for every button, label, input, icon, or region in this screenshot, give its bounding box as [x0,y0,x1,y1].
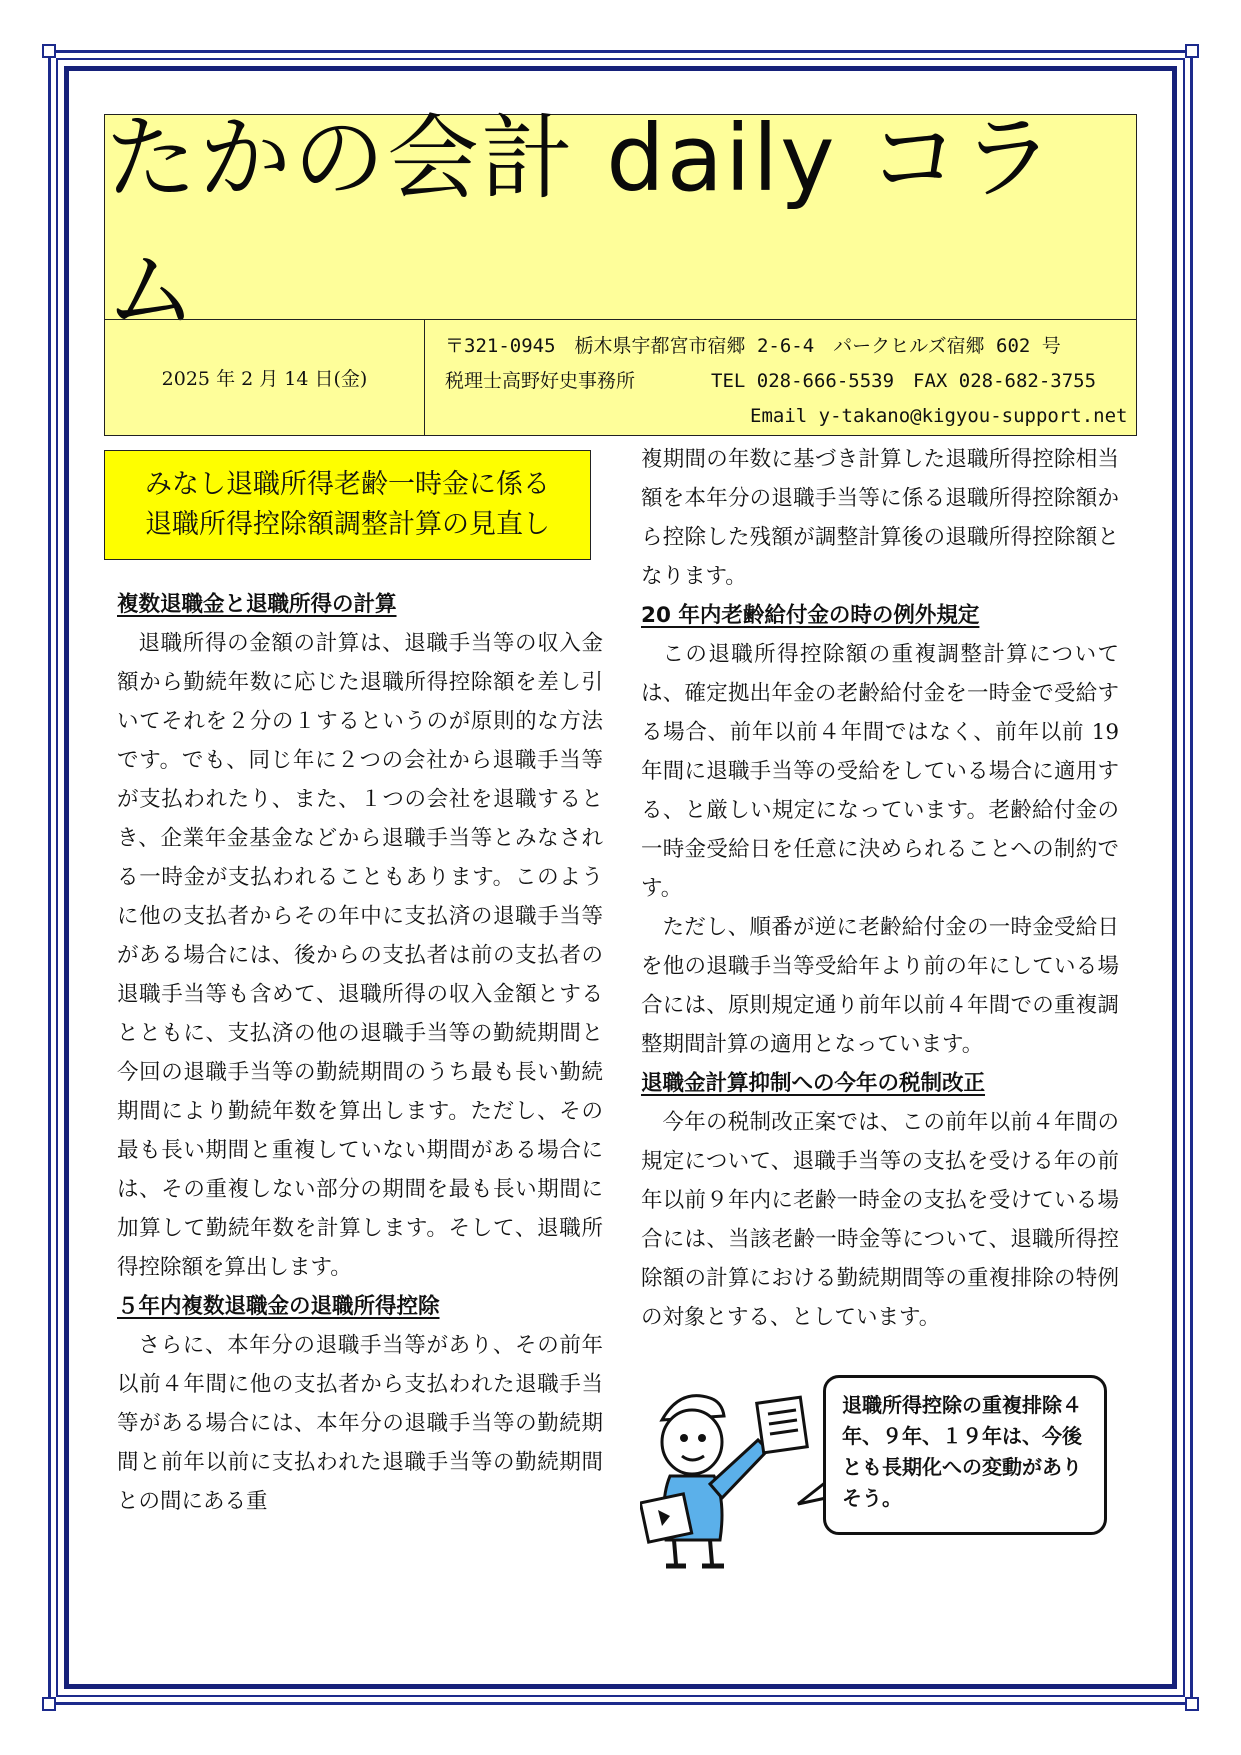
office-email[interactable]: Email y-takano@kigyou-support.net [750,405,1128,427]
border-corner-top-left [42,44,56,58]
body-paragraph: ただし、順番が逆に老齢給付金の一時金受給日を他の退職手当等受給年より前の年にしている場合には、原則規定通り前年以前４年間での重複調整期間計算の適用となっています。 [641,915,1119,1057]
speech-bubble: 退職所得控除の重複排除４年、９年、１９年は、今後とも長期化への変動がありそう。 [823,1375,1107,1535]
body-paragraph: 退職所得の金額の計算は、退職手当等の収入金額から勤続年数に応じた退職所得控除額を差し引いてそれを２分の１するというのが原則的な方法です。でも、同じ年に２つの会社から退職手当等が支払われたり、また、１つの会社を退職するとき、企業年金基金などから退職手当等とみなされる一時金が支払われることもあります。このように他の支払者からその年中に支払済の退職手当等がある場合には、後からの支払者は前の支払者の退職手当等も含めて、退職所得の収入金額とするとともに、支払済の他の退職手当等の勤続期間と今回の退職手当等の勤続期間のうち最も長い勤続期間により勤続年数を算出します。ただし、その最も長い期間と重複していない期間がある場合には、その重複しない部分の期間を最も長い期間に加算して勤続年数を計算します。そして、退職所得控除額を算出します。 [117,631,603,1280]
border-corner-bottom-left [42,1697,56,1711]
border-corner-bottom-right [1185,1697,1199,1711]
section-heading: 退職金計算抑制への今年の税制改正 [641,1071,986,1096]
article-title-box [104,450,591,560]
left-column [117,585,603,1521]
section-heading: 20 年内老齢給付金の時の例外規定 [641,603,980,628]
masthead-title: たかの会計 daily コラム [105,105,1056,344]
body-paragraph-continued: 複期間の年数に基づき計算した退職所得控除相当額を本年分の退職手当等に係る退職所得控除額から控除した残額が調整計算後の退職所得控除額となります。 [641,447,1119,589]
section-heading: 複数退職金と退職所得の計算 [117,592,397,617]
article-title-line1: みなし退職所得老齢一時金に係る [145,469,550,500]
contact-info [445,329,1128,434]
body-paragraph: さらに、本年分の退職手当等があり、その前年以前４年間に他の支払者から支払われた退職手当等がある場合には、本年分の退職手当等の勤続期間と前年以前に支払われた退職手当等の勤続期間との間にある重 [117,1333,603,1514]
right-column [641,440,1119,1337]
body-paragraph: 今年の税制改正案では、この前年以前４年間の規定について、退職手当等の支払を受ける年の前年以前９年内に老齢一時金の支払を受けている場合には、当該老齢一時金等について、退職所得控除額の計算における勤続期間等の重複排除の特例の対象とする、としています。 [641,1110,1119,1330]
body-paragraph: この退職所得控除額の重複調整計算については、確定拠出年金の老齢給付金を一時金で受給する場合、前年以前４年間ではなく、前年以前 19 年間に退職手当等の受給をしている場合に適用する、と厳しい規定になっています。老齢給付金の一時金受給日を任意に決められることへの制約です。 [641,642,1119,901]
border-corner-top-right [1185,44,1199,58]
issue-date: 2025 年 2 月 14 日(金) [105,320,425,435]
person-with-document-illustration [640,1380,850,1570]
article-title-line2: 退職所得控除額調整計算の見直し [145,509,550,540]
section-heading: ５年内複数退職金の退職所得控除 [117,1294,440,1319]
office-address: 〒321-0945 栃木県宇都宮市宿郷 2-6-4 パークヒルズ宿郷 602 号 [445,335,1061,357]
office-phone-fax: 税理士高野好史事務所 TEL 028-666-5539 FAX 028-682-3755 [445,370,1097,392]
masthead [104,105,1137,436]
